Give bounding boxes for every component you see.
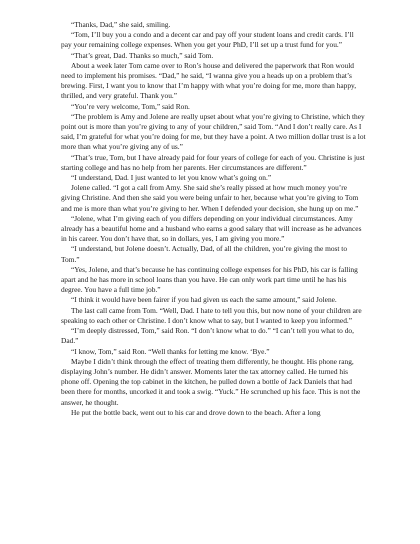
paragraph: Maybe I didn’t think through the effect of treating them differently, he thought. His phone rang, displaying John’s number. He didn’t answer. Moments later the tax attorney called. He turned his phone off. Opening the top cabinet in the kitchen, he pulled down a bottle of Jack Daniels that had been there for months, uncorked it and took a swig. “Yuck.” He scrunched up his face. This is not the answer, he thought. (61, 356, 361, 407)
paragraph: Jolene called. “I got a call from Amy. She said she’s really pissed at how much money you’re giving Christine. And then she said you were being unfair to her, because what you’re giving to Tom and me is more than what you’re giving to her. When I defended your decision, she hung up on me.” (61, 183, 359, 213)
paragraph: “That’s true, Tom, but I have already paid for four years of college for each of you. Christine is just starting college and has no help from her parents. Her circumstances are different.” (61, 152, 365, 172)
paragraph: “Tom, I’ll buy you a condo and a decent car and pay off your student loans and credit cards. I’ll pay your remaining college expenses. When you get your PhD, I’ll set up a trust fund for you.” (61, 30, 354, 50)
body-text (61, 20, 366, 418)
paragraph: “I know, Tom,” said Ron. “Well thanks for letting me know. ‘Bye.” (71, 346, 270, 356)
paragraph: He put the bottle back, went out to his car and drove down to the beach. After a long (71, 407, 321, 417)
paragraph: “Thanks, Dad,” she said, smiling. (71, 20, 171, 29)
paragraph: “I think it would have been fairer if you had given us each the same amount,” said Jolene. (71, 295, 337, 305)
paragraph: The last call came from Tom. “Well, Dad. I hate to tell you this, but now none of your children are speaking to each other or Christine. I don’t know what to say, but I wanted to keep you informed.” (61, 305, 362, 325)
paragraph: About a week later Tom came over to Ron’s house and delivered the paperwork that Ron would need to implement his promises. “Dad,” he said, “I wanna give you a heads up on a problem that’s brewing. First, I want you to know that I’m happy with what you’re doing for me, more than happy, thrilled, and very grateful. Thank you.” (61, 60, 357, 101)
paragraph: “I understand, but Jolene doesn’t. Actually, Dad, of all the children, you’re giving the most to Tom.” (61, 244, 348, 264)
paragraph: “Jolene, what I’m giving each of you differs depending on your individual circumstances. Amy already has a beautiful home and a husband who earns a good salary that will increase as he advances in his career. You don’t have that, so in dollars, yes, I am giving you more.” (61, 213, 362, 244)
paragraph: “You’re very welcome, Tom,” said Ron. (71, 101, 190, 111)
paragraph: “That’s great, Dad. Thanks so much,” said Tom. (71, 50, 214, 60)
paragraph: “The problem is Amy and Jolene are really upset about what you’re giving to Christine, which they point out is more than you’re giving to any of your children,” said Tom. “And I don’t really care. As I said, I’m grateful for what you’re doing for me, but they have a point. A two million dollar trust is a lot more than what you’re giving any of us.” (61, 111, 366, 152)
paragraph: “I understand, Dad. I just wanted to let you know what’s going on.” (71, 173, 272, 183)
paragraph: “Yes, Jolene, and that’s because he has continuing college expenses for his PhD, his car is falling apart and he has more in school loans than you have. He can only work part time until he has his degree. You have a full time job.” (61, 264, 358, 295)
paragraph: “I’m deeply distressed, Tom,” said Ron. “I don’t know what to do.” “I can’t tell you what to do, Dad.” (61, 326, 354, 346)
